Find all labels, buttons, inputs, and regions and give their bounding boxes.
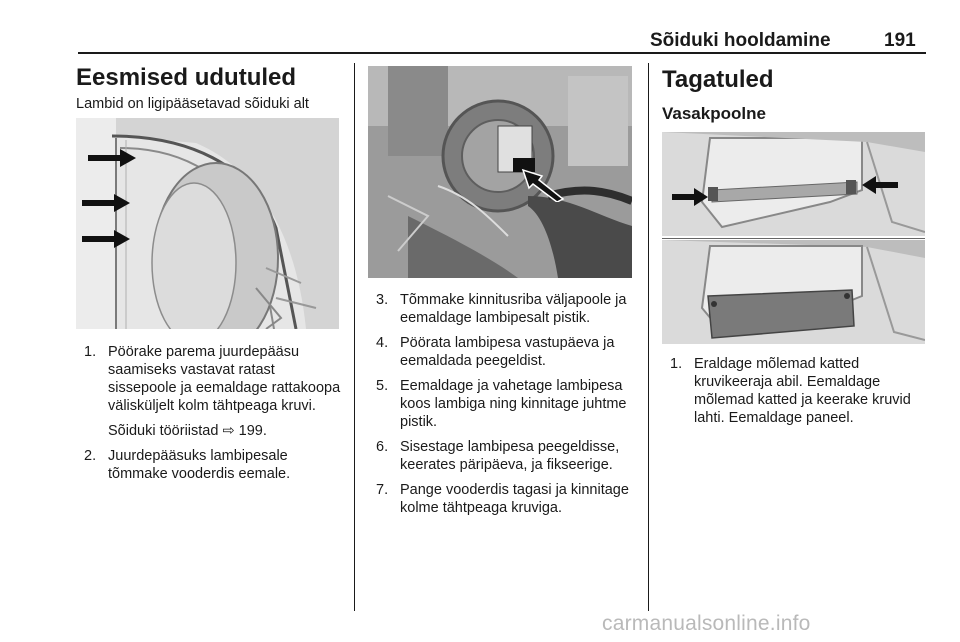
list-item (376, 377, 638, 431)
step-number: 7. (376, 482, 389, 498)
list-item (376, 291, 638, 327)
step-text: Pange vooderdis tagasi ja kinnitage kolme tähtpeaga kruviga. (400, 482, 629, 516)
pointer-arrow-icon (670, 186, 710, 208)
pointer-arrow-icon (80, 192, 132, 214)
list-item (376, 334, 638, 370)
subheading-left-side: Vasakpoolne (662, 104, 766, 123)
steps-list-left (84, 343, 346, 490)
step-text: Pöörata lambipesa vastupäeva ja eemaldada peegeldist. (400, 335, 615, 369)
step-text: Tõmmake kinnitusriba väljapoole ja eemaldage lambipesalt pistik. (400, 292, 627, 326)
section-heading-fog-lights: Eesmised udutuled (76, 64, 297, 91)
page-number: 191 (884, 30, 916, 51)
step-number: 1. (84, 344, 97, 360)
step-text: Juurdepääsuks lambipesale tõmmake vooderdis eemale. (108, 448, 291, 482)
step-number: 5. (376, 378, 389, 394)
step-number: 2. (84, 448, 97, 464)
step-text: Pöörake parema juurdepääsu saamiseks vastavat ratast sissepoole ja eemaldage rattakoopa välisküljelt kolm tähtpeaga kruvi. (108, 344, 341, 414)
step-number: 1. (670, 356, 683, 372)
list-item (376, 481, 638, 517)
step-text: Eemaldage ja vahetage lambipesa koos lambiga ning kinnitage juhtme pistik. (400, 378, 627, 430)
step-number: 4. (376, 335, 389, 351)
figure-tail-light-panel (662, 132, 925, 344)
step-text: Eraldage mõlemad katted kruvikeeraja abil. Eemaldage mõlemad katted ja keerake kruvid lahti. Eemaldage paneel. (694, 356, 911, 426)
step-number: 3. (376, 292, 389, 308)
figure-wheel-arch (76, 118, 339, 329)
list-item (84, 447, 346, 483)
figure-lamp-socket (368, 66, 632, 278)
steps-list-middle (376, 291, 638, 524)
pointer-arrow-icon (80, 228, 132, 250)
pointer-arrow-icon (860, 174, 900, 196)
step-number: 6. (376, 439, 389, 455)
list-item (376, 438, 638, 474)
pointer-arrow-icon (519, 166, 567, 202)
section-heading-tail-lights: Tagatuled (662, 66, 774, 93)
list-item (84, 343, 346, 440)
watermark: carmanualsonline.info (602, 612, 811, 635)
pointer-arrow-icon (86, 147, 138, 169)
step-text: Sisestage lambipesa peegeldisse, keerates päripäeva, ja fikseerige. (400, 439, 620, 473)
intro-text: Lambid on ligipääsetavad sõiduki alt (76, 96, 309, 112)
header-rule (78, 52, 926, 54)
running-header-title: Sõiduki hooldamine (650, 30, 831, 51)
list-item (670, 355, 932, 427)
column-divider (354, 63, 355, 611)
steps-list-right (670, 355, 932, 434)
column-divider (648, 63, 649, 611)
cross-reference-note: Sõiduki tööriistad ⇨ 199. (108, 423, 267, 439)
